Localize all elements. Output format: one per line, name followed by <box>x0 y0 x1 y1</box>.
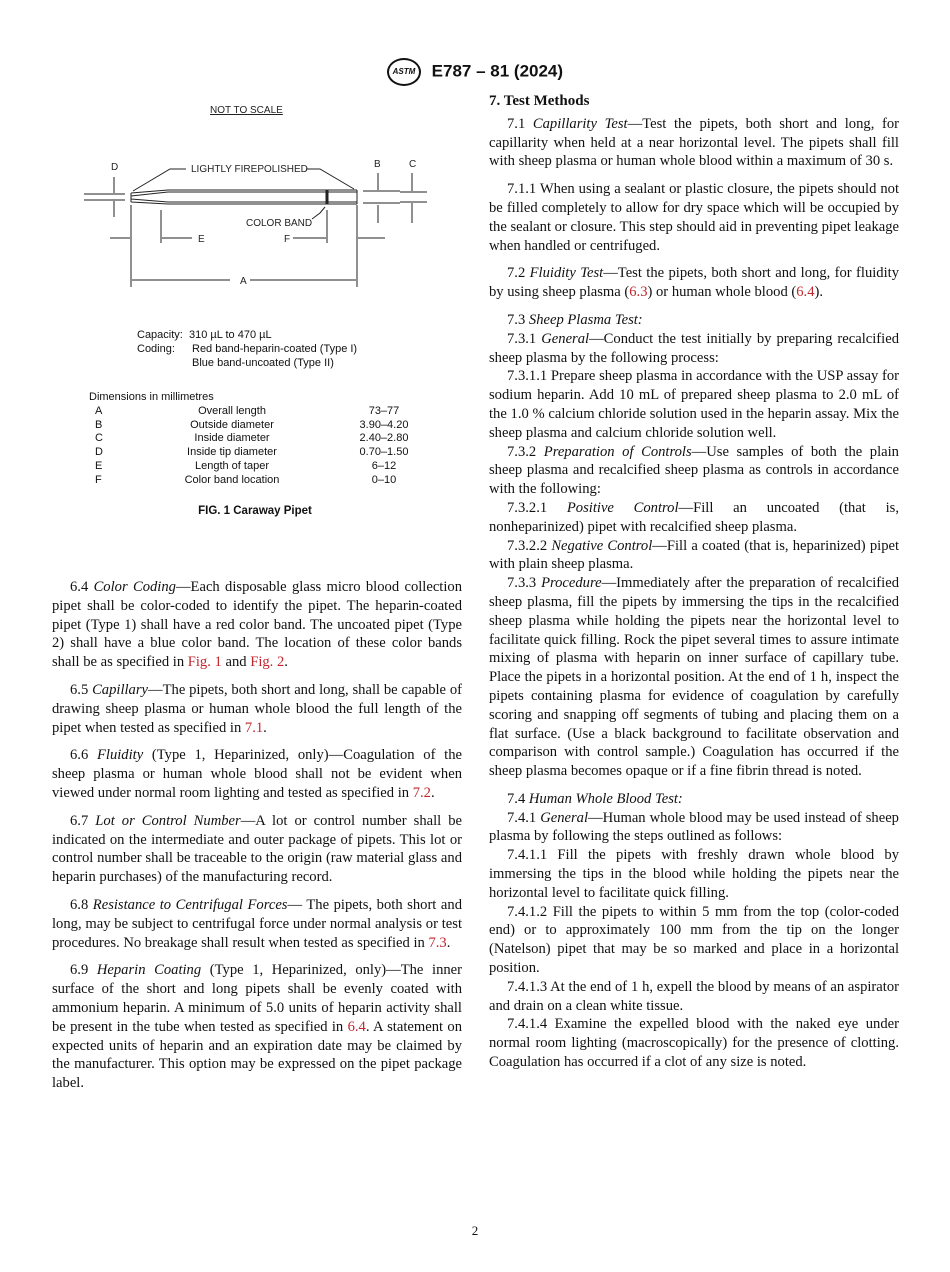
figure-spec <box>137 328 357 370</box>
dimension-cell: D <box>95 446 103 459</box>
section-title: Negative Control <box>551 537 653 554</box>
text: — The pipets, both short and long, may be subject to centrifugal force under normal analysis or test procedures. No breakage shall result when tested as specified in <box>52 896 462 951</box>
paragraph <box>489 846 899 902</box>
dimension-cell: Outside diameter <box>190 418 274 431</box>
cross-reference-link[interactable]: 7.3 <box>428 934 447 951</box>
text: 7.3.2.2 <box>507 537 552 554</box>
dimension-cell: Length of taper <box>194 459 269 472</box>
dim-d-label: D <box>111 162 119 173</box>
text: 6.4 <box>70 579 94 595</box>
section-title: Resistance to Centrifugal Forces <box>92 896 288 913</box>
section-title: Heparin Coating <box>96 962 202 979</box>
text: 6.5 <box>70 681 93 698</box>
paragraph <box>489 537 899 575</box>
dimension-cell: C <box>95 432 103 445</box>
text: —A lot or control number shall be indicated on the intermediate and outer package of pipets. This lot or control number shall be traceable to the origin (raw material glass and heparin purchases) of the manufacturing record. <box>52 812 462 886</box>
dimension-cell: 2.40–2.80 <box>359 432 409 445</box>
section-title: Fluidity <box>96 747 144 764</box>
dim-b-label: B <box>374 159 381 170</box>
text: 7.4.1.2 Fill the pipets to within 5 mm from the top (color-coded end) or to approximately 100 mm from the tip on the longer (Natelson) pipet that may be so marked and place in a horizontal position. <box>489 903 899 977</box>
paragraph <box>52 578 462 672</box>
dim-f-label: F <box>284 234 291 245</box>
dimensions-table <box>89 391 429 488</box>
text: 7.4.1.4 Examine the expelled blood with the naked eye under normal room lighting (macroscopically) for the presence of clotting. Coagulation has occurred if a clot of any size is noted. <box>489 1016 899 1071</box>
paragraph <box>489 330 899 368</box>
paragraph <box>489 115 899 171</box>
text: —Test the pipets, both short and long, for capillarity when held at a near horizontal level. The pipets shall fill with sheep plasma or human whole blood within a maximum of 30 s. <box>489 115 900 170</box>
section-title: Color Coding <box>93 579 176 595</box>
text: 7.1.1 When using a sealant or plastic closure, the pipets should not be filled completely to allow for dry space which will be occupied by the sealant or closure. This step should aid in preventing pipet leakage when handled or centrifuged. <box>489 181 899 254</box>
section-title: Fluidity Test <box>529 265 604 282</box>
dim-c-label: C <box>409 159 417 170</box>
paragraph <box>489 311 899 330</box>
dimension-row <box>89 446 429 460</box>
text: . <box>430 784 435 801</box>
dimension-cell: Overall length <box>198 404 266 417</box>
dimension-cell: E <box>95 459 103 472</box>
cross-reference-link[interactable]: 6.3 <box>629 284 648 301</box>
text: 6.9 <box>70 962 97 979</box>
section-title: Preparation of Controls <box>543 443 692 460</box>
cross-reference-link[interactable]: 7.1 <box>244 719 264 736</box>
text: 7.3.1.1 Prepare sheep plasma in accordance with the USP assay for sodium heparin. Add 10 mL of prepared sheep plasma to 2.0 mL of the 1.0 % calcium chloride solution used in the heparin assay. Mix the sheep plasma and calcium chloride solution well. <box>489 368 899 441</box>
cross-reference-link[interactable]: Fig. 2 <box>250 654 285 671</box>
text: 7.2 <box>507 265 530 282</box>
dim-e-label: E <box>198 234 205 245</box>
color-band-label: COLOR BAND <box>246 218 313 229</box>
section-title: Sheep Plasma Test: <box>528 311 643 328</box>
text: and <box>221 654 251 671</box>
dimension-row <box>89 460 429 474</box>
paragraph <box>489 443 899 499</box>
text: 6.8 <box>70 896 93 913</box>
paragraph <box>489 790 899 809</box>
text: 7.4 <box>507 790 529 807</box>
right-column <box>489 92 899 1072</box>
dimension-cell: A <box>95 404 103 417</box>
text: 7.4.1.1 Fill the pipets with freshly drawn whole blood by immersing the tips in the blood while holding the pipets near the horizontal level to facilitate quick filling. <box>489 847 899 901</box>
astm-logo: ASTM <box>387 58 421 86</box>
text: 7.3.2.1 <box>507 499 567 516</box>
text: —Fill a coated (that is, heparinized) pipet with plain sheep plasma. <box>489 537 900 573</box>
paragraph <box>489 574 899 781</box>
figure-caption: FIG. 1 Caraway Pipet <box>198 505 312 517</box>
text: —Test the pipets, both short and long, for fluidity by using sheep plasma ( <box>489 265 900 301</box>
dimension-cell: F <box>95 473 102 486</box>
document-designation: E787 – 81 (2024) <box>431 61 564 81</box>
cross-reference-link[interactable]: 6.4 <box>347 1018 366 1035</box>
section-title: Lot or Control Number <box>95 812 241 829</box>
text: . A statement on expected units of heparin and an expiration date may be claimed by the manufacturer. This option may be expressed on the pipet package label. <box>52 1018 462 1092</box>
dimension-cell: Inside tip diameter <box>187 446 277 459</box>
section-heading: 7. Test Methods <box>489 93 590 109</box>
dimension-cell: 3.90–4.20 <box>359 418 409 431</box>
section-title: Capillarity Test <box>532 115 628 132</box>
paragraph <box>52 812 462 887</box>
page-header <box>0 58 950 86</box>
paragraph <box>489 978 899 1016</box>
dimension-row <box>89 405 429 419</box>
paragraph <box>489 1015 899 1071</box>
paragraph <box>52 961 462 1093</box>
text: 7.3.1 <box>507 330 542 347</box>
section-title: Capillary <box>92 681 149 698</box>
text: (Type 1, Heparinized, only)—Coagulation of the sheep plasma or human whole blood shall not be evident when viewed under normal room lighting and tested as specified in <box>52 747 462 801</box>
paragraph <box>489 903 899 978</box>
dimensions-title: Dimensions in millimetres <box>89 391 214 403</box>
text: 7.3 <box>507 311 529 328</box>
text: —Fill an uncoated (that is, nonheparinized) pipet with recalcified sheep plasma. <box>489 499 900 535</box>
figure-1-drawing <box>80 95 460 302</box>
coding-type-1: Red band-heparin-coated (Type I) <box>192 343 358 355</box>
cross-reference-link[interactable]: Fig. 1 <box>187 654 222 671</box>
text: ). <box>814 284 824 301</box>
text: . <box>284 654 288 671</box>
section-title: Positive Control <box>566 499 679 516</box>
dimension-cell: 0.70–1.50 <box>359 446 409 459</box>
text: ) or human whole blood ( <box>647 284 797 301</box>
coding-type-2: Blue band-uncoated (Type II) <box>192 357 334 369</box>
dimension-cell: B <box>95 418 103 431</box>
not-to-scale-label: NOT TO SCALE <box>210 105 283 116</box>
text: 7.3.2 <box>507 443 544 460</box>
lightly-firepolished-label: LIGHTLY FIREPOLISHED <box>191 164 308 175</box>
dimension-row <box>89 474 429 488</box>
dim-a-label: A <box>240 276 247 287</box>
text: . <box>263 719 267 736</box>
cross-reference-link[interactable]: 7.2 <box>412 784 431 801</box>
text: 7.4.1.3 At the end of 1 h, expell the blood by means of an aspirator and drain on a clean white tissue. <box>489 978 899 1014</box>
capacity-value: 310 µL to 470 µL <box>188 329 272 341</box>
text: . <box>446 934 451 951</box>
text: 6.7 <box>70 812 96 829</box>
section-title: General <box>541 330 590 347</box>
dimension-row <box>89 419 429 433</box>
text: 6.6 <box>70 747 97 764</box>
text: 7.1 <box>507 115 533 132</box>
paragraph <box>489 367 899 442</box>
text: —The pipets, both short and long, shall be capable of drawing sheep plasma or human whole blood the full length of the pipet when tested as specified in <box>52 681 462 736</box>
page-number: 2 <box>471 1223 479 1238</box>
text: —Use samples of both the plain sheep plasma and recalcified sheep plasma as controls in accordance with the following: <box>489 443 899 498</box>
left-column <box>52 578 462 1093</box>
text: —Human whole blood may be used instead of sheep plasma by following the steps outlined as follows: <box>489 809 899 845</box>
paragraph <box>52 746 462 802</box>
paragraph <box>52 896 462 952</box>
dimension-row <box>89 432 429 446</box>
cross-reference-link[interactable]: 6.4 <box>796 284 815 301</box>
text: —Conduct the test initially by preparing recalcified sheep plasma by the following process: <box>489 330 899 366</box>
dimension-cell: 0–10 <box>371 473 397 486</box>
text: (Type 1, Heparinized, only)—The inner surface of the short and long pipets shall be evenly coated with ammonium heparin. A minimum of 5.0 units of heparin activity shall be present in the tube when tested as specified in <box>52 962 463 1035</box>
text: 7.4.1 <box>507 809 541 826</box>
section-title: General <box>540 809 589 826</box>
capacity-label: Capacity: <box>137 329 183 341</box>
text: 7.3.3 <box>507 575 542 592</box>
dimension-cell: Color band location <box>184 473 280 486</box>
dimension-cell: 73–77 <box>368 404 400 417</box>
dimension-cell: 6–12 <box>371 459 397 472</box>
paragraph <box>489 499 899 537</box>
section-title: Human Whole Blood Test: <box>528 790 683 807</box>
section-title: Procedure <box>541 575 602 592</box>
coding-label: Coding: <box>137 343 175 355</box>
dimension-cell: Inside diameter <box>194 432 270 445</box>
text: —Immediately after the preparation of recalcified sheep plasma, fill the pipets by immersing the tips in the recalcified sheep plasma while holding the pipets near the horizontal level to facilitate quick filling. Rock the pipet several times to assure intimate mixing of plasma with heparin on inner surface of capillary tube. Place the pipets in a horizontal position. At the end of 1 h, inspect the pipets containing plasma for evidence of coagulation by carefully scoring and snapping off segments of tubing and placing them on a flat surface. (Use a black background to facilitate observation and comparison with control sample.) Coagulation has occurred if the sheep plasma becomes opaque or if a fine fibrin thread is noted. <box>489 575 899 780</box>
paragraph <box>489 809 899 847</box>
paragraph <box>489 264 899 302</box>
paragraph <box>52 681 462 737</box>
paragraph <box>489 180 899 255</box>
text: —Each disposable glass micro blood collection pipet shall be color-coded to identify the pipet. The heparin-coated pipet (Type 1) shall have a red color band. The uncoated pipet (Type 2) shall have a blue color band. The location of these color bands shall be as specified in <box>52 579 463 671</box>
